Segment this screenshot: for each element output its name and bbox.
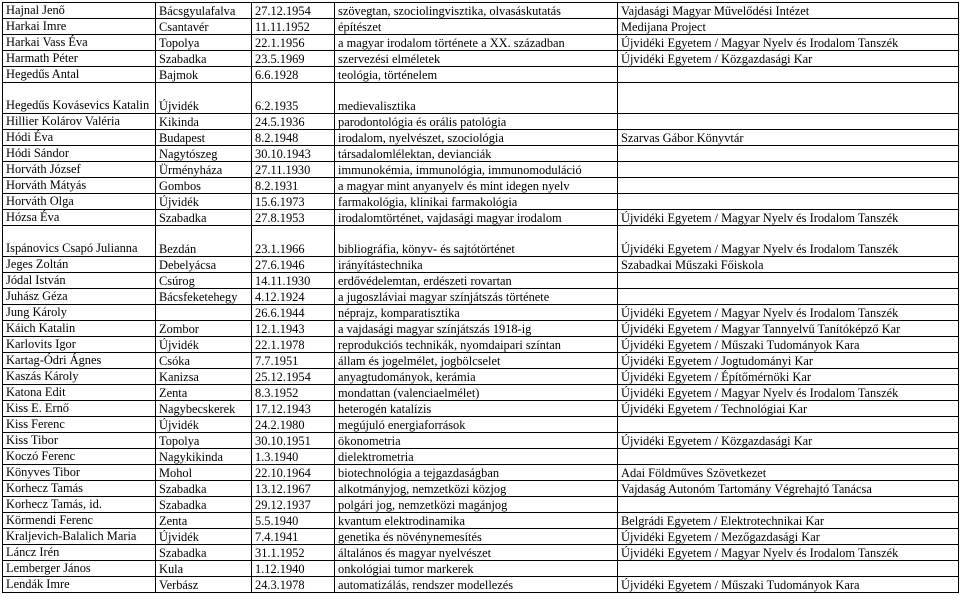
table-row <box>3 417 959 433</box>
field-cell: farmakológia, klinikai farmakológia <box>335 194 618 210</box>
name-cell: Hegedűs Antal <box>3 67 156 83</box>
field-cell: reprodukciós technikák, nyomdaipari színtan <box>335 337 618 353</box>
table-row <box>3 369 959 385</box>
table-row <box>3 401 959 417</box>
institution-cell <box>618 178 959 194</box>
institution-cell <box>618 83 959 114</box>
birthdate-cell: 1.3.1940 <box>252 449 335 465</box>
birthplace-cell: Budapest <box>156 130 252 146</box>
name-cell: Láncz Irén <box>3 545 156 561</box>
field-cell: kvantum elektrodinamika <box>335 513 618 529</box>
birthplace-cell <box>156 305 252 321</box>
name-cell: Lendák Imre <box>3 577 156 593</box>
field-cell: a magyar mint anyanyelv és mint idegen nyelv <box>335 178 618 194</box>
birthplace-cell: Szabadka <box>156 497 252 513</box>
birthplace-cell: Bácsgyulafalva <box>156 3 252 19</box>
name-cell: Ispánovics Csapó Julianna <box>3 226 156 257</box>
name-cell: Korhecz Tamás, id. <box>3 497 156 513</box>
birthplace-cell: Újvidék <box>156 529 252 545</box>
institution-cell: Adai Földműves Szövetkezet <box>618 465 959 481</box>
field-cell: irányítástechnika <box>335 257 618 273</box>
birthdate-cell: 5.5.1940 <box>252 513 335 529</box>
name-cell: Juhász Géza <box>3 289 156 305</box>
birthplace-cell: Csóka <box>156 353 252 369</box>
birthplace-cell: Bajmok <box>156 67 252 83</box>
field-cell: anyagtudományok, kerámia <box>335 369 618 385</box>
name-cell: Hózsa Éva <box>3 210 156 226</box>
institution-cell: Szarvas Gábor Könyvtár <box>618 130 959 146</box>
institution-cell <box>618 273 959 289</box>
name-cell: Harkai Imre <box>3 19 156 35</box>
birthdate-cell: 8.3.1952 <box>252 385 335 401</box>
birthdate-cell: 23.5.1969 <box>252 51 335 67</box>
birthdate-cell: 24.5.1936 <box>252 114 335 130</box>
birthplace-cell: Topolya <box>156 35 252 51</box>
table-row <box>3 51 959 67</box>
name-cell: Kaszás Károly <box>3 369 156 385</box>
field-cell: a vajdasági magyar színjátszás 1918-ig <box>335 321 618 337</box>
field-cell: néprajz, komparatisztika <box>335 305 618 321</box>
institution-cell <box>618 67 959 83</box>
birthplace-cell: Verbász <box>156 577 252 593</box>
table-row <box>3 465 959 481</box>
name-cell: Hódi Sándor <box>3 146 156 162</box>
birthplace-cell: Csúrog <box>156 273 252 289</box>
table-row <box>3 226 959 257</box>
field-cell: építészet <box>335 19 618 35</box>
table-row <box>3 257 959 273</box>
table-row <box>3 497 959 513</box>
table-row <box>3 289 959 305</box>
name-cell: Hódi Éva <box>3 130 156 146</box>
birthdate-cell: 14.11.1930 <box>252 273 335 289</box>
birthdate-cell: 30.10.1943 <box>252 146 335 162</box>
birthdate-cell: 13.12.1967 <box>252 481 335 497</box>
name-cell: Kiss Ferenc <box>3 417 156 433</box>
name-cell: Körmendi Ferenc <box>3 513 156 529</box>
birthplace-cell: Kula <box>156 561 252 577</box>
institution-cell: Újvidéki Egyetem / Magyar Nyelv és Irodalom Tanszék <box>618 210 959 226</box>
field-cell: genetika és növénynemesítés <box>335 529 618 545</box>
institution-cell <box>618 194 959 210</box>
birthplace-cell: Gombos <box>156 178 252 194</box>
institution-cell <box>618 146 959 162</box>
field-cell: a magyar irodalom története a XX. században <box>335 35 618 51</box>
birthdate-cell: 1.12.1940 <box>252 561 335 577</box>
institution-cell: Újvidéki Egyetem / Közgazdasági Kar <box>618 51 959 67</box>
field-cell: biotechnológia a tejgazdaságban <box>335 465 618 481</box>
birthplace-cell: Zenta <box>156 513 252 529</box>
name-cell: Katona Edit <box>3 385 156 401</box>
institution-cell <box>618 497 959 513</box>
name-cell: Lemberger János <box>3 561 156 577</box>
institution-cell <box>618 162 959 178</box>
table-row <box>3 337 959 353</box>
field-cell: onkológiai tumor markerek <box>335 561 618 577</box>
birthplace-cell: Bezdán <box>156 226 252 257</box>
table-row <box>3 3 959 19</box>
name-cell: Hajnal Jenő <box>3 3 156 19</box>
table-row <box>3 194 959 210</box>
table-row <box>3 162 959 178</box>
field-cell: mondattan (valenciaelmélet) <box>335 385 618 401</box>
institution-cell <box>618 561 959 577</box>
name-cell: Kiss E. Ernő <box>3 401 156 417</box>
birthplace-cell: Bácsfeketehegy <box>156 289 252 305</box>
institution-cell: Vajdasági Magyar Művelődési Intézet <box>618 3 959 19</box>
birthplace-cell: Szabadka <box>156 545 252 561</box>
field-cell: parodontológia és orális patológia <box>335 114 618 130</box>
researcher-table-body <box>3 3 959 593</box>
field-cell: általános és magyar nyelvészet <box>335 545 618 561</box>
birthplace-cell: Topolya <box>156 433 252 449</box>
table-row <box>3 178 959 194</box>
birthplace-cell: Szabadka <box>156 51 252 67</box>
birthdate-cell: 7.7.1951 <box>252 353 335 369</box>
table-row <box>3 513 959 529</box>
birthdate-cell: 27.6.1946 <box>252 257 335 273</box>
name-cell: Kiss Tibor <box>3 433 156 449</box>
birthplace-cell: Újvidék <box>156 417 252 433</box>
institution-cell: Újvidéki Egyetem / Technológiai Kar <box>618 401 959 417</box>
birthdate-cell: 11.11.1952 <box>252 19 335 35</box>
table-row <box>3 385 959 401</box>
birthplace-cell: Mohol <box>156 465 252 481</box>
table-row <box>3 481 959 497</box>
birthdate-cell: 4.12.1924 <box>252 289 335 305</box>
name-cell: Hegedűs Kovásevics Katalin <box>3 83 156 114</box>
name-cell: Korhecz Tamás <box>3 481 156 497</box>
birthdate-cell: 29.12.1937 <box>252 497 335 513</box>
field-cell: a jugoszláviai magyar színjátszás története <box>335 289 618 305</box>
name-cell: Horváth Olga <box>3 194 156 210</box>
name-cell: Horváth Mátyás <box>3 178 156 194</box>
birthdate-cell: 22.1.1956 <box>252 35 335 51</box>
institution-cell: Újvidéki Egyetem / Jogtudományi Kar <box>618 353 959 369</box>
field-cell: immunokémia, immunológia, immunomoduláció <box>335 162 618 178</box>
birthplace-cell: Zombor <box>156 321 252 337</box>
field-cell: teológia, történelem <box>335 67 618 83</box>
birthplace-cell: Nagybecskerek <box>156 401 252 417</box>
birthplace-cell: Újvidék <box>156 337 252 353</box>
institution-cell: Medijana Project <box>618 19 959 35</box>
name-cell: Kraljevich-Balalich Maria <box>3 529 156 545</box>
institution-cell <box>618 417 959 433</box>
birthplace-cell: Újvidék <box>156 83 252 114</box>
birthplace-cell: Zenta <box>156 385 252 401</box>
institution-cell: Belgrádi Egyetem / Elektrotechnikai Kar <box>618 513 959 529</box>
table-row <box>3 561 959 577</box>
table-row <box>3 529 959 545</box>
field-cell: irodalom, nyelvészet, szociológia <box>335 130 618 146</box>
table-row <box>3 67 959 83</box>
name-cell: Jeges Zoltán <box>3 257 156 273</box>
table-row <box>3 577 959 593</box>
name-cell: Harkai Vass Éva <box>3 35 156 51</box>
birthdate-cell: 23.1.1966 <box>252 226 335 257</box>
birthdate-cell: 25.12.1954 <box>252 369 335 385</box>
birthdate-cell: 27.8.1953 <box>252 210 335 226</box>
name-cell: Hillier Kolárov Valéria <box>3 114 156 130</box>
name-cell: Harmath Péter <box>3 51 156 67</box>
table-row <box>3 130 959 146</box>
table-row <box>3 210 959 226</box>
birthdate-cell: 12.1.1943 <box>252 321 335 337</box>
institution-cell: Újvidéki Egyetem / Magyar Tannyelvű Tanítóképző Kar <box>618 321 959 337</box>
field-cell: társadalomlélektan, devianciák <box>335 146 618 162</box>
table-row <box>3 83 959 114</box>
name-cell: Koczó Ferenc <box>3 449 156 465</box>
birthdate-cell: 22.10.1964 <box>252 465 335 481</box>
institution-cell: Szabadkai Műszaki Főiskola <box>618 257 959 273</box>
birthplace-cell: Csantavér <box>156 19 252 35</box>
field-cell: automatizálás, rendszer modellezés <box>335 577 618 593</box>
birthplace-cell: Kanizsa <box>156 369 252 385</box>
name-cell: Karlovits Igor <box>3 337 156 353</box>
field-cell: bibliográfia, könyv- és sajtótörténet <box>335 226 618 257</box>
institution-cell: Újvidéki Egyetem / Magyar Nyelv és Irodalom Tanszék <box>618 226 959 257</box>
field-cell: irodalomtörténet, vajdasági magyar irodalom <box>335 210 618 226</box>
institution-cell: Újvidéki Egyetem / Közgazdasági Kar <box>618 433 959 449</box>
table-row <box>3 35 959 51</box>
name-cell: Jung Károly <box>3 305 156 321</box>
table-row <box>3 449 959 465</box>
birthdate-cell: 15.6.1973 <box>252 194 335 210</box>
birthdate-cell: 31.1.1952 <box>252 545 335 561</box>
table-row <box>3 305 959 321</box>
institution-cell: Újvidéki Egyetem / Magyar Nyelv és Irodalom Tanszék <box>618 545 959 561</box>
name-cell: Káich Katalin <box>3 321 156 337</box>
field-cell: erdővédelemtan, erdészeti rovartan <box>335 273 618 289</box>
birthplace-cell: Debelyácsa <box>156 257 252 273</box>
table-row <box>3 353 959 369</box>
table-row <box>3 321 959 337</box>
birthplace-cell: Ürményháza <box>156 162 252 178</box>
birthdate-cell: 17.12.1943 <box>252 401 335 417</box>
birthplace-cell: Szabadka <box>156 210 252 226</box>
institution-cell <box>618 114 959 130</box>
birthdate-cell: 22.1.1978 <box>252 337 335 353</box>
field-cell: dielektrometria <box>335 449 618 465</box>
table-row <box>3 545 959 561</box>
field-cell: ökonometria <box>335 433 618 449</box>
name-cell: Horváth József <box>3 162 156 178</box>
birthdate-cell: 27.11.1930 <box>252 162 335 178</box>
birthdate-cell: 6.2.1935 <box>252 83 335 114</box>
institution-cell: Újvidéki Egyetem / Építőmérnöki Kar <box>618 369 959 385</box>
birthdate-cell: 24.2.1980 <box>252 417 335 433</box>
name-cell: Kartag-Ódri Ágnes <box>3 353 156 369</box>
table-row <box>3 19 959 35</box>
field-cell: szervezési elméletek <box>335 51 618 67</box>
table-row <box>3 146 959 162</box>
table-row <box>3 273 959 289</box>
table-row <box>3 433 959 449</box>
institution-cell <box>618 449 959 465</box>
birthplace-cell: Újvidék <box>156 194 252 210</box>
birthplace-cell: Szabadka <box>156 481 252 497</box>
field-cell: szövegtan, szociolingvisztika, olvasáskutatás <box>335 3 618 19</box>
table-row <box>3 114 959 130</box>
field-cell: medievalisztika <box>335 83 618 114</box>
birthdate-cell: 24.3.1978 <box>252 577 335 593</box>
institution-cell: Újvidéki Egyetem / Műszaki Tudományok Kara <box>618 577 959 593</box>
name-cell: Jódal István <box>3 273 156 289</box>
birthdate-cell: 27.12.1954 <box>252 3 335 19</box>
name-cell: Könyves Tibor <box>3 465 156 481</box>
birthdate-cell: 30.10.1951 <box>252 433 335 449</box>
field-cell: állam és jogelmélet, jogbölcselet <box>335 353 618 369</box>
birthdate-cell: 26.6.1944 <box>252 305 335 321</box>
institution-cell: Újvidéki Egyetem / Mezőgazdasági Kar <box>618 529 959 545</box>
birthdate-cell: 8.2.1948 <box>252 130 335 146</box>
institution-cell: Újvidéki Egyetem / Műszaki Tudományok Kara <box>618 337 959 353</box>
birthplace-cell: Kikinda <box>156 114 252 130</box>
birthdate-cell: 7.4.1941 <box>252 529 335 545</box>
institution-cell: Vajdaság Autonóm Tartomány Végrehajtó Tanácsa <box>618 481 959 497</box>
institution-cell: Újvidéki Egyetem / Magyar Nyelv és Irodalom Tanszék <box>618 35 959 51</box>
institution-cell: Újvidéki Egyetem / Magyar Nyelv és Irodalom Tanszék <box>618 305 959 321</box>
field-cell: megújuló energiaforrások <box>335 417 618 433</box>
field-cell: alkotmányjog, nemzetközi közjog <box>335 481 618 497</box>
birthplace-cell: Nagykikinda <box>156 449 252 465</box>
birthdate-cell: 8.2.1931 <box>252 178 335 194</box>
birthplace-cell: Nagytószeg <box>156 146 252 162</box>
field-cell: polgári jog, nemzetközi magánjog <box>335 497 618 513</box>
researcher-table <box>2 2 959 593</box>
birthdate-cell: 6.6.1928 <box>252 67 335 83</box>
institution-cell: Újvidéki Egyetem / Magyar Nyelv és Irodalom Tanszék <box>618 385 959 401</box>
institution-cell <box>618 289 959 305</box>
field-cell: heterogén katalízis <box>335 401 618 417</box>
